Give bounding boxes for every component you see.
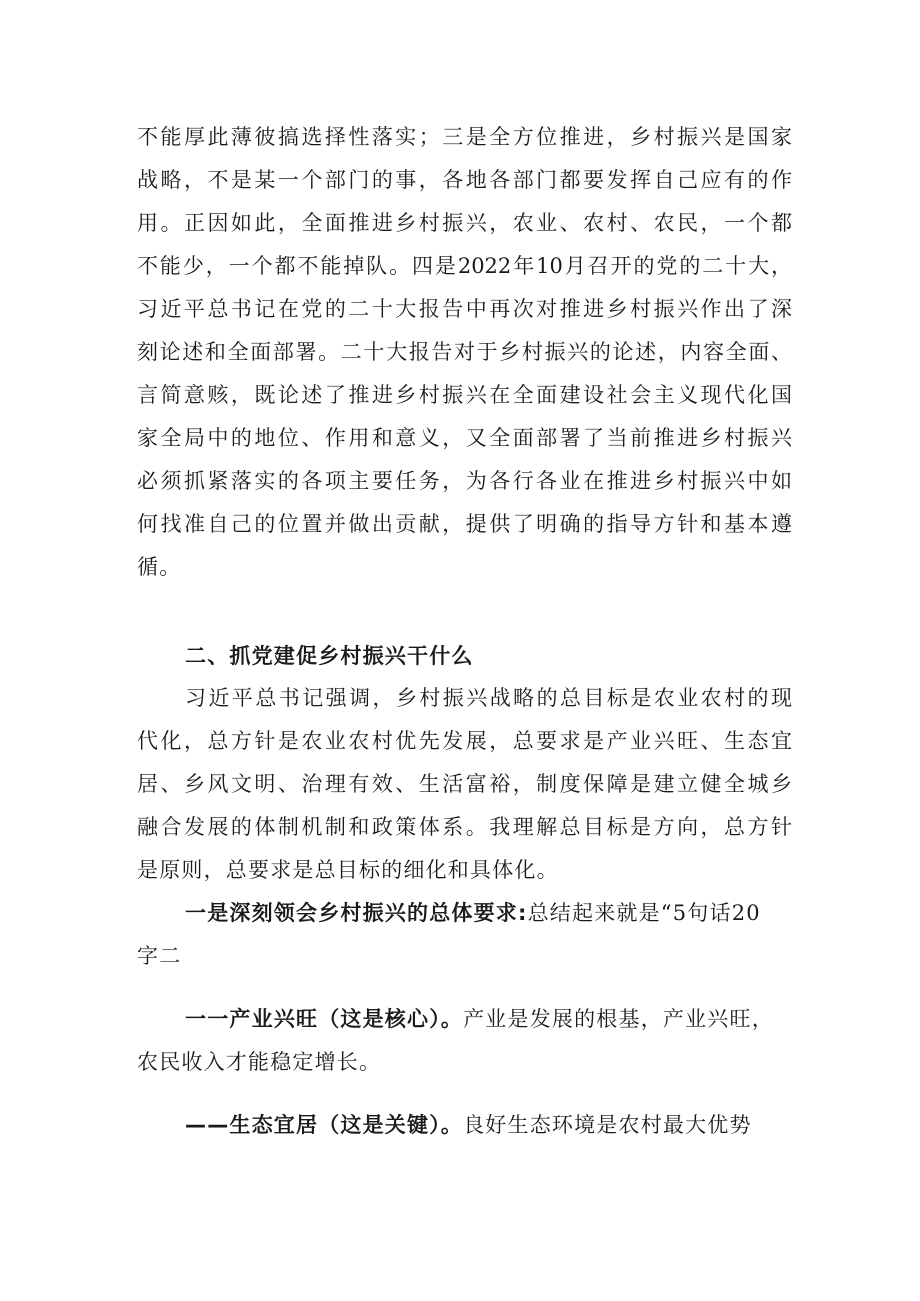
paragraph-line: 循。 <box>137 555 182 579</box>
section-heading: 二、抓党建促乡村振兴干什么 <box>185 644 474 668</box>
body-text: 产业是发展的根基，产业兴旺， <box>463 1007 774 1031</box>
paragraph-line <box>185 1005 774 1033</box>
paragraph-line: 字二 <box>137 944 182 968</box>
bold-lead-text: ——生态宜居（这是关键）。 <box>185 1113 464 1137</box>
paragraph-line: 家全局中的地位、作用和意义，又全面部署了当前推进乡村振兴 <box>137 426 792 450</box>
body-text: 良好生态环境是农村最大优势 <box>463 1113 752 1137</box>
paragraph-line <box>185 1111 752 1139</box>
paragraph-line: 不能厚此薄彼搞选择性落实；三是全方位推进，乡村振兴是国家 <box>137 125 792 149</box>
paragraph-line: 何找准自己的位置并做出贡献，提供了明确的指导方针和基本遵 <box>137 512 792 536</box>
paragraph-line: 农民收入才能稳定增长。 <box>137 1050 382 1074</box>
bold-lead-text: 一一产业兴旺（这是核心）。 <box>185 1007 464 1031</box>
paragraph-line: 居、乡风文明、治理有效、生活富裕，制度保障是建立健全城乡 <box>137 772 792 796</box>
paragraph-line: 习近平总书记在党的二十大报告中再次对推进乡村振兴作出了深 <box>137 297 792 321</box>
paragraph-line: 用。正因如此，全面推进乡村振兴，农业、农村、农民，一个都 <box>137 211 792 235</box>
paragraph-line: 不能少，一个都不能掉队。四是2022年10月召开的党的二十大， <box>137 254 792 278</box>
paragraph-line: 融合发展的体制机制和政策体系。我理解总目标是方向，总方针 <box>137 815 792 839</box>
paragraph-line: 代化，总方针是农业农村优先发展，总要求是产业兴旺、生态宜 <box>137 729 792 753</box>
paragraph-line <box>185 899 761 927</box>
paragraph-line: 战略，不是某一个部门的事，各地各部门都要发挥自己应有的作 <box>137 168 792 192</box>
bold-lead-text: 一是深刻领会乡村振兴的总体要求: <box>185 901 528 925</box>
paragraph-line: 习近平总书记强调，乡村振兴战略的总目标是农业农村的现 <box>185 686 792 710</box>
paragraph-line: 必须抓紧落实的各项主要任务，为各行各业在推进乡村振兴中如 <box>137 469 792 493</box>
paragraph-line: 是原则，总要求是总目标的细化和具体化。 <box>137 858 559 882</box>
paragraph-line: 刻论述和全面部署。二十大报告对于乡村振兴的论述，内容全面、 <box>137 340 792 364</box>
body-text: 总结起来就是“5句话20 <box>527 901 761 925</box>
paragraph-line: 言简意赅，既论述了推进乡村振兴在全面建设社会主义现代化国 <box>137 383 792 407</box>
